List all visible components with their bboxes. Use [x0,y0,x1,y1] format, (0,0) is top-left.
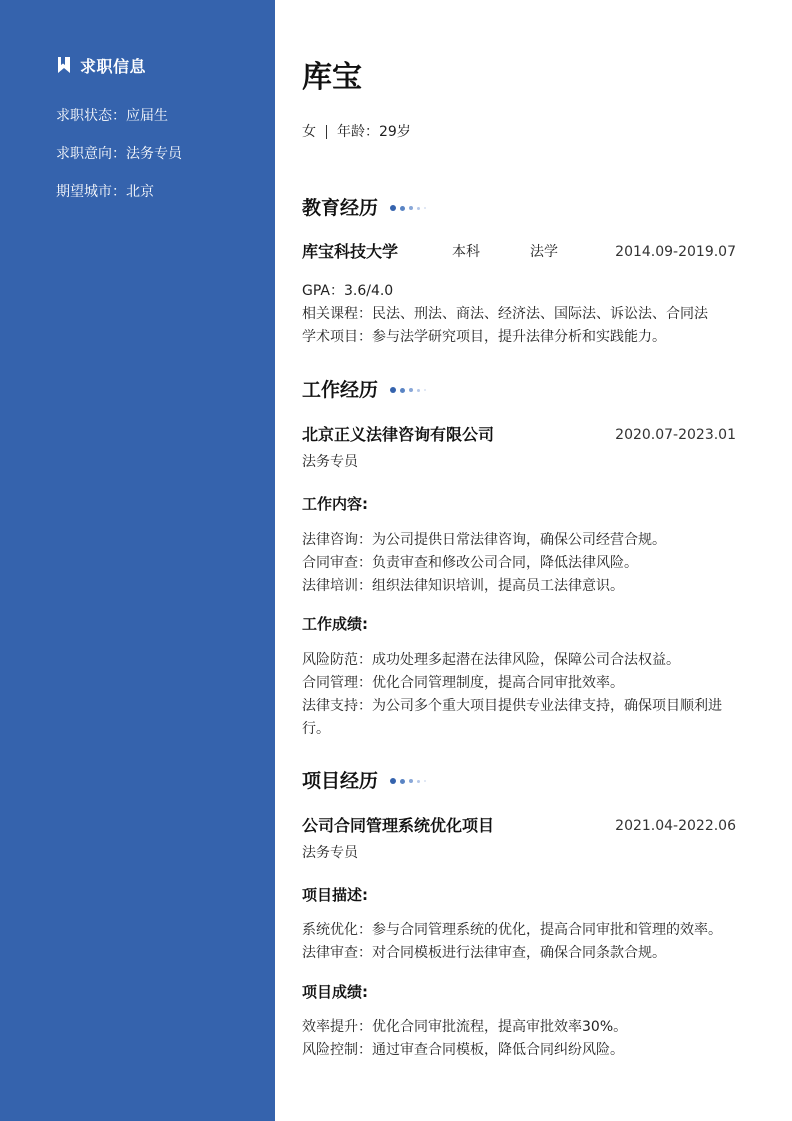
project-desc [302,919,734,965]
work-achievements-title: 工作成绩: [302,615,368,633]
section-title-text: 工作经历 [302,379,379,401]
project-results-title: 项目成绩: [302,983,368,1001]
gender: 女 [302,124,316,140]
result-line: 风险控制：通过审查合同模板，降低合同纠纷风险。 [302,1042,624,1058]
basic-info [302,122,411,142]
section-title-project [302,768,430,794]
school-name: 库宝科技大学 [302,242,399,261]
achievement-line: 法律支持：为公司多个重大项目提供专业法律支持，确保项目顺利进 [302,698,722,714]
candidate-name: 库宝 [302,60,362,95]
project-role: 法务专员 [302,845,358,861]
work-role: 法务专员 [302,454,358,470]
dots-decoration [390,387,430,393]
section-title-text: 教育经历 [302,197,379,219]
project-desc-title: 项目描述: [302,886,368,904]
job-status: 求职状态：应届生 [56,108,168,124]
education-line: 学术项目：参与法学研究项目，提升法律分析和实践能力。 [302,329,666,345]
major: 法学 [530,244,558,260]
job-intent: 求职意向：法务专员 [56,146,182,162]
project-results [302,1016,734,1062]
achievement-line: 合同管理：优化合同管理制度，提高合同审批效率。 [302,675,624,691]
desc-line: 法律审查：对合同模板进行法律审查，确保合同条款合规。 [302,945,666,961]
education-line: 相关课程：民法、刑法、商法、经济法、国际法、诉讼法、合同法 [302,306,708,322]
degree: 本科 [452,244,480,260]
work-period: 2020.07-2023.01 [615,427,736,443]
education-period: 2014.09-2019.07 [615,244,736,260]
dots-decoration [390,778,430,784]
bookmark-icon [56,56,72,74]
section-title-work [302,377,430,403]
duty-line: 合同审查：负责审查和修改公司合同，降低法律风险。 [302,555,638,571]
divider [326,125,327,139]
project-period: 2021.04-2022.06 [615,818,736,834]
work-duties-title: 工作内容: [302,495,368,513]
desc-line: 系统优化：参与合同管理系统的优化，提高合同审批和管理的效率。 [302,922,722,938]
age: 年龄：29岁 [337,124,411,140]
sidebar-title-text: 求职信息 [80,56,147,76]
sidebar [0,0,275,1121]
education-details [302,280,734,349]
company-name: 北京正义法律咨询有限公司 [302,425,495,444]
section-title-text: 项目经历 [302,770,379,792]
duty-line: 法律培训：组织法律知识培训，提高员工法律意识。 [302,578,624,594]
work-achievements [302,649,734,741]
result-line: 效率提升：优化合同审批流程，提高审批效率30%。 [302,1019,628,1035]
section-title-education [302,195,430,221]
duty-line: 法律咨询：为公司提供日常法律咨询，确保公司经营合规。 [302,532,666,548]
main-content [302,0,738,1121]
achievement-line: 风险防范：成功处理多起潜在法律风险，保障公司合法权益。 [302,652,680,668]
education-line: GPA：3.6/4.0 [302,283,394,299]
expected-city: 期望城市：北京 [56,184,154,200]
project-name: 公司合同管理系统优化项目 [302,816,495,835]
achievement-line: 行。 [302,721,330,737]
work-duties [302,529,734,598]
sidebar-title [56,54,146,76]
dots-decoration [390,205,430,211]
